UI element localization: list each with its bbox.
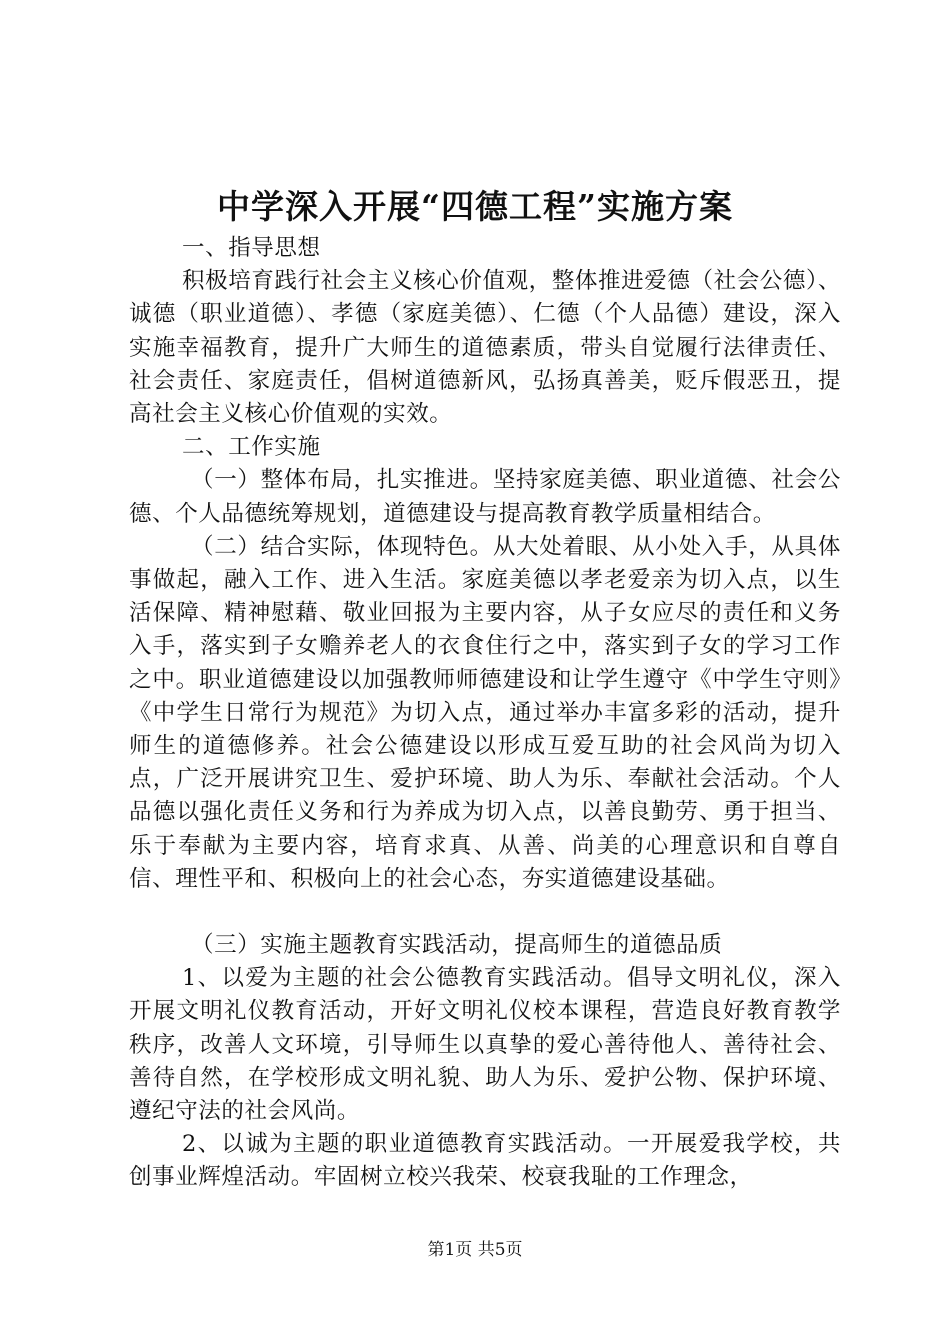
blank-line bbox=[129, 896, 841, 929]
body-paragraph: （二）结合实际，体现特色。从大处着眼、从小处入手，从具体事做起，融入工作、进入生活。家庭美德以孝老爱亲为切入点，以生活保障、精神慰藉、敬业回报为主要内容，从子女应尽的责任和义务入手，落实到子女赡养老人的衣食住行之中，落实到子女的学习工作之中。职业道德建设以加强教师师德建设和让学生遵守《中学生守则》《中学生日常行为规范》为切入点，通过举办丰富多彩的活动，提升师生的道德修养。社会公德建设以形成互爱互助的社会风尚为切入点，广泛开展讲究卫生、爱护环境、助人为乐、奉献社会活动。个人品德以强化责任义务和行为养成为切入点，以善良勤劳、勇于担当、乐于奉献为主要内容，培育求真、从善、尚美的心理意识和自尊自信、理性平和、积极向上的社会心态，夯实道德建设基础。 bbox=[129, 533, 841, 892]
section-heading: 一、指导思想 bbox=[182, 235, 321, 261]
page-number-footer: 第1页 共5页 bbox=[427, 1240, 523, 1260]
document-body bbox=[129, 232, 841, 1195]
body-paragraph: 1、以爱为主题的社会公德教育实践活动。倡导文明礼仪，深入开展文明礼仪教育活动，开好文明礼仪校本课程，营造良好教育教学秩序，改善人文环境，引导师生以真挚的爱心善待他人、善待社会、善待自然，在学校形成文明礼貌、助人为乐、爱护公物、保护环境、遵纪守法的社会风尚。 bbox=[129, 965, 841, 1125]
body-paragraph: （一）整体布局，扎实推进。坚持家庭美德、职业道德、社会公德、个人品德统筹规划，道德建设与提高教育教学质量相结合。 bbox=[129, 467, 841, 527]
document-title: 中学深入开展“四德工程”实施方案 bbox=[217, 187, 733, 226]
subsection-heading: （三）实施主题教育实践活动，提高师生的道德品质 bbox=[191, 932, 723, 959]
body-paragraph: 积极培育践行社会主义核心价值观，整体推进爱德（社会公德）、诚德（职业道德）、孝德（家庭美德）、仁德（个人品德）建设，深入实施幸福教育，提升广大师生的道德素质，带头自觉履行法律责任、社会责任、家庭责任，倡树道德新风，弘扬真善美，贬斥假恶丑，提高社会主义核心价值观的实效。 bbox=[129, 268, 841, 428]
section-heading: 二、工作实施 bbox=[182, 434, 321, 461]
body-paragraph: 2、以诚为主题的职业道德教育实践活动。一开展爱我学校，共创事业辉煌活动。牢固树立校兴我荣、校衰我耻的工作理念， bbox=[129, 1131, 841, 1191]
